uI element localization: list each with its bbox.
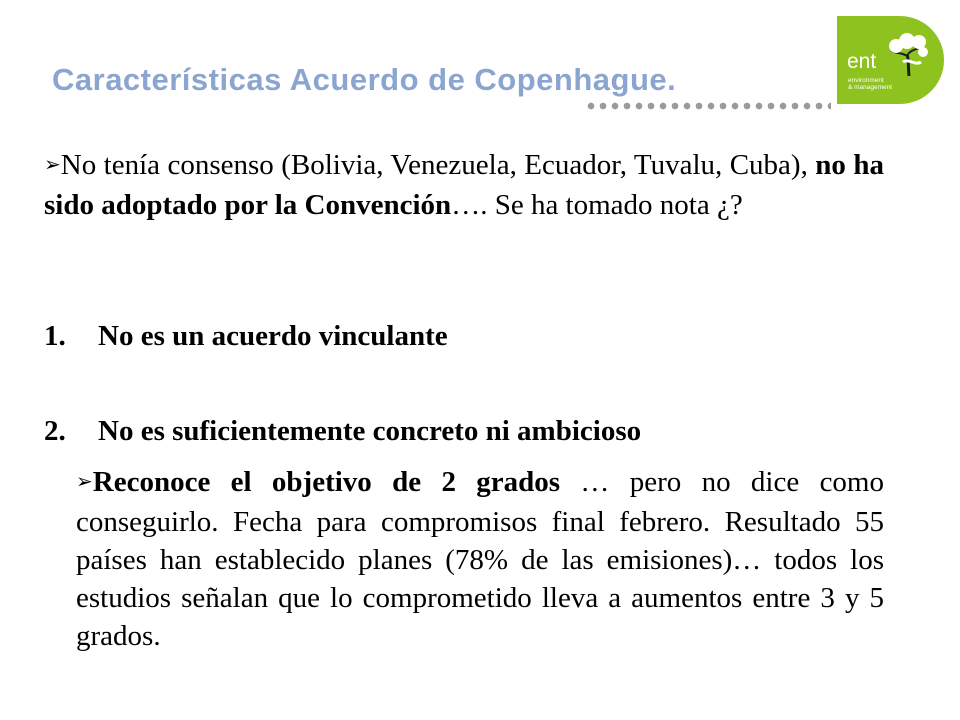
logo-text: ent: [847, 50, 877, 73]
item-text: No es suficientemente concreto ni ambicioso: [98, 415, 642, 447]
bullet-consensus-tail: …. Se ha tomado nota ¿?: [451, 189, 743, 221]
tree-icon: [887, 32, 931, 80]
item-number: 2.: [44, 415, 66, 447]
slide-title: Características Acuerdo de Copenhague.: [52, 62, 677, 97]
title-dotted-rule: [585, 100, 831, 112]
item-text: No es un acuerdo vinculante: [98, 320, 448, 352]
logo-subtitle: environment & management: [848, 77, 893, 91]
arrow-bullet-icon: ➢: [76, 469, 93, 493]
bullet-objective-bold: Reconoce el objetivo de 2 grados: [92, 466, 561, 498]
numbered-item-2: [44, 412, 641, 450]
ent-logo: [837, 16, 944, 104]
bullet-consensus-bold: no ha sido adoptado por la Convención: [44, 149, 884, 221]
item-number: 1.: [44, 320, 66, 352]
numbered-item-1: [44, 317, 448, 355]
bullet-consensus: [44, 146, 884, 224]
bullet-consensus-text: No tenía consenso (Bolivia, Venezuela, Ecuador, Tuvalu, Cuba),: [60, 149, 816, 181]
bullet-objective-text: … pero no dice como conseguirlo. Fecha para compromisos final febrero. Resultado 55 países han establecido planes (78% de las emisiones)… todos los estudios señalan que lo comprometido lleva a aumentos entre 3 y 5 grados.: [76, 466, 884, 652]
bullet-objective: [76, 463, 884, 655]
arrow-bullet-icon: ➢: [44, 152, 61, 176]
